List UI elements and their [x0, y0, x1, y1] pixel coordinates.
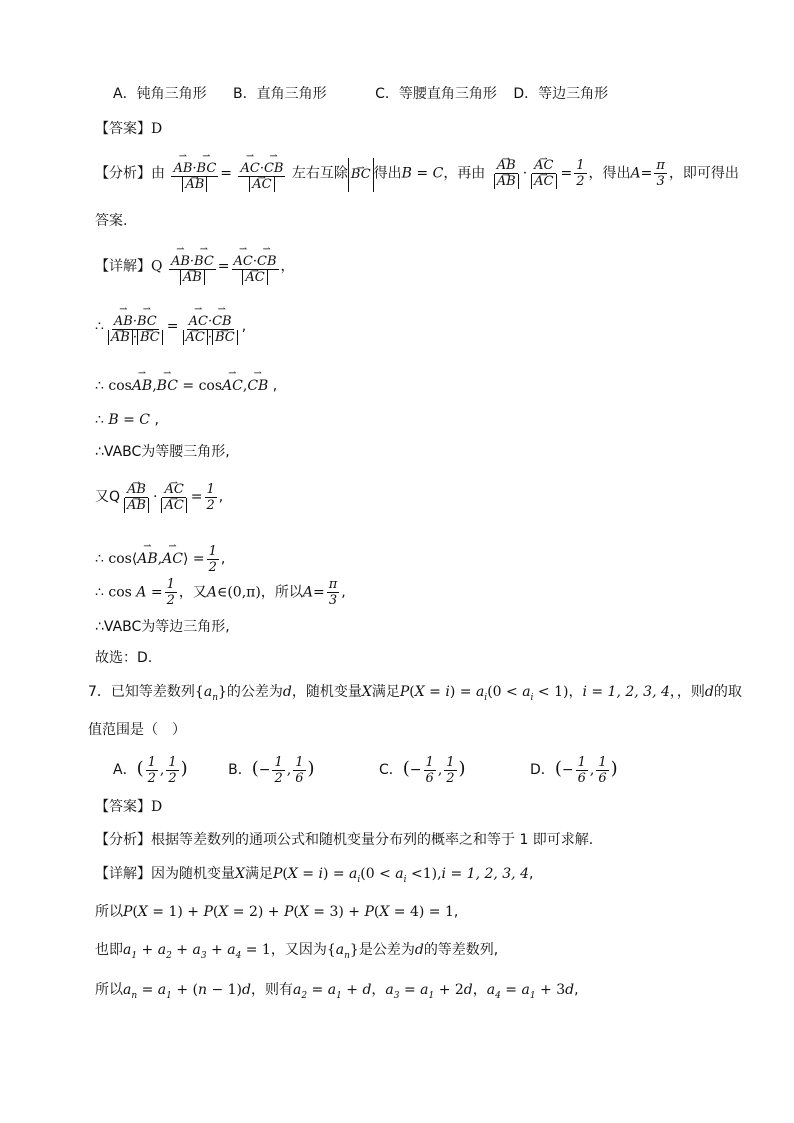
because-symbol: Q — [151, 258, 163, 275]
answer-tag: 【答案】 — [95, 799, 151, 815]
q6-detail-line-6: 又Q ⇀ AB ⇀ AB · ⇀ AC ⇀ AC = $\frac{1}{2}$ , — [95, 480, 223, 514]
option-a-label: A． — [113, 762, 137, 778]
analysis-text: ，再由 — [443, 165, 486, 182]
q6-answer-line — [95, 119, 162, 139]
so-text: 所以 — [274, 584, 303, 601]
q6-detail-line-9: ∴VABC为等边三角形, — [95, 619, 230, 635]
option-c-label: C． — [378, 762, 403, 778]
stem-text: 的公差为 — [226, 684, 283, 700]
fraction: ⇀ AC·⇀ CB ⇀ AC — [238, 155, 285, 192]
analysis-text: 左右互除 — [291, 165, 348, 182]
analysis-text: 得出 — [373, 165, 402, 182]
analysis-text: ，即可得出 — [668, 165, 739, 182]
answer-value: D — [151, 121, 163, 137]
stem-text: 7．已知等差数列 — [88, 684, 195, 700]
analysis-text: 根据等差数列的通项公式和随机变量分布列的概率之和等于 1 即可求解. — [151, 832, 594, 848]
detail-text: ，又因为 — [270, 942, 327, 958]
analysis-text: 由 — [151, 165, 165, 182]
stem-text: ，则 — [676, 684, 705, 700]
q6-detail-line-5: ∴VABC为等腰三角形, — [95, 444, 230, 460]
analysis-tag: 【分析】 — [95, 832, 151, 848]
q7-stem-line-1: 7．已知等差数列$\{a_n\}$的公差为d，随机变量X满足$P(X = i) = a_i(0 < a_i < 1)$，i = 1, 2, 3, 4，，则d的取 — [88, 684, 742, 703]
option-b: B．直角三角形 — [233, 86, 327, 102]
answer-tag: 【答案】 — [95, 121, 151, 137]
q7-detail-line-3: 也即$a_1 + a_2 + a_3 + a_4 = 1$，又因为$\{a_n\}$是公差为d的等差数列, — [95, 942, 499, 961]
option-d: D．等边三角形 — [513, 86, 609, 102]
option-d-label: D． — [530, 762, 555, 778]
math-expr: B = C — [108, 412, 150, 428]
detail-tag: 【详解】 — [95, 866, 151, 882]
again-text: 又Q — [95, 489, 121, 505]
detail-text: ，则有 — [250, 982, 293, 998]
q7-detail-line-4: 所以$a_n = a_1 + (n - 1)d$，则有$a_2 = a_1 + d$，$a_3 = a_1 + 2d$，$a_4 = a_1 + 3d$, — [95, 982, 579, 1001]
q6-detail-line-3: ∴ cos⇀ AB,⇀ BC = cos⇀ AC,⇀ CB , — [95, 370, 277, 396]
q7-stem-line-2: 值范围是（ ） — [88, 722, 186, 738]
stem-text: ，随机变量 — [291, 684, 362, 700]
i-range: i = 1, 2, 3, 4 — [582, 684, 670, 700]
q6-options — [113, 84, 608, 104]
i-range: i = 1, 2, 3, 4 — [441, 866, 529, 882]
detail-text: 也即 — [95, 942, 123, 958]
fraction: ⇀ AB·⇀ BC ⇀ AB — [171, 155, 218, 192]
q6-detail-line-8: ∴ cos A = $\frac{1}{2}$ ，又A∈(0,π)，所以A= $\frac{\pi}{3}$ , — [95, 577, 346, 608]
stem-text: 的取 — [713, 684, 742, 700]
analysis-text: ，得出 — [588, 165, 631, 182]
q7-detail-line-1: 【详解】因为随机变量X满足$P(X = i) = a_i(0 < a_i <1),i = 1$, 2, 3, 4, — [95, 866, 534, 885]
detail-text: 满足 — [244, 866, 273, 882]
q6-detail-line-4: ∴ B = C , — [95, 412, 159, 428]
detail-text: 所以 — [95, 982, 123, 998]
q6-detail-line-1: 【详解】Q ⇀ AB·⇀ BC ⇀ AB = ⇀ AC·⇀ CB ⇀ AC ， — [95, 248, 295, 285]
analysis-tag: 【分析】 — [95, 165, 151, 182]
detail-text: 因为随机变量 — [151, 866, 235, 882]
q7-options: A．( $\frac{1}{2}$ , $\frac{1}{2}$ ) B．(− $\frac{1}{2}$ , $\frac{1}{6}$ ) C．(− $\frac{1}{6}$ , $\frac{1}{2}$ ) D．(− $\frac{1}{6}$ , $\frac{1}{6}$ ) — [113, 754, 618, 786]
detail-text: 的等差数列, — [423, 942, 499, 958]
option-b-label: B． — [228, 762, 252, 778]
math-expr: B = C — [401, 165, 444, 182]
answer-value: D — [151, 799, 163, 815]
q6-analysis-line: 【分析】由 ⇀ AB·⇀ BC ⇀ AB = ⇀ AC·⇀ CB ⇀ AC 左右互除⇀ BC 得出B = C，再由 ⇀ AB ⇀ AB · ⇀ AC ⇀ AC = $\frac{1}{2}$ ，得出A= $\frac{\pi}{3}$ ，即可得出 — [95, 155, 739, 192]
detail-text: 所以 — [95, 904, 123, 920]
q7-answer-line — [95, 797, 162, 817]
option-a: A．钝角三角形 — [113, 86, 207, 102]
q6-detail-line-7: ∴ cos⟨⇀ AB,⇀ AC⟩ = $\frac{1}{2}$ , — [95, 538, 225, 575]
q7-analysis-line — [95, 830, 593, 850]
q7-detail-line-2: 所以P(X = 1) + P(X = 2) + P(X = 3) + P(X = 4) = 1, — [95, 904, 459, 920]
detail-text: 是公差为 — [358, 942, 415, 958]
stem-text: 满足 — [371, 684, 400, 700]
analysis-tail: 答案. — [95, 213, 128, 229]
option-c: C．等腰直角三角形 — [375, 86, 497, 102]
detail-tag: 【详解】 — [95, 258, 151, 275]
q6-detail-line-2: ∴ ⇀ AB·⇀ BC ⇀ AB ·⇀ BC = ⇀ AC·⇀ CB ⇀ AC ·⇀ BC , — [95, 308, 246, 345]
q6-choose: 故选：D. — [95, 650, 153, 666]
